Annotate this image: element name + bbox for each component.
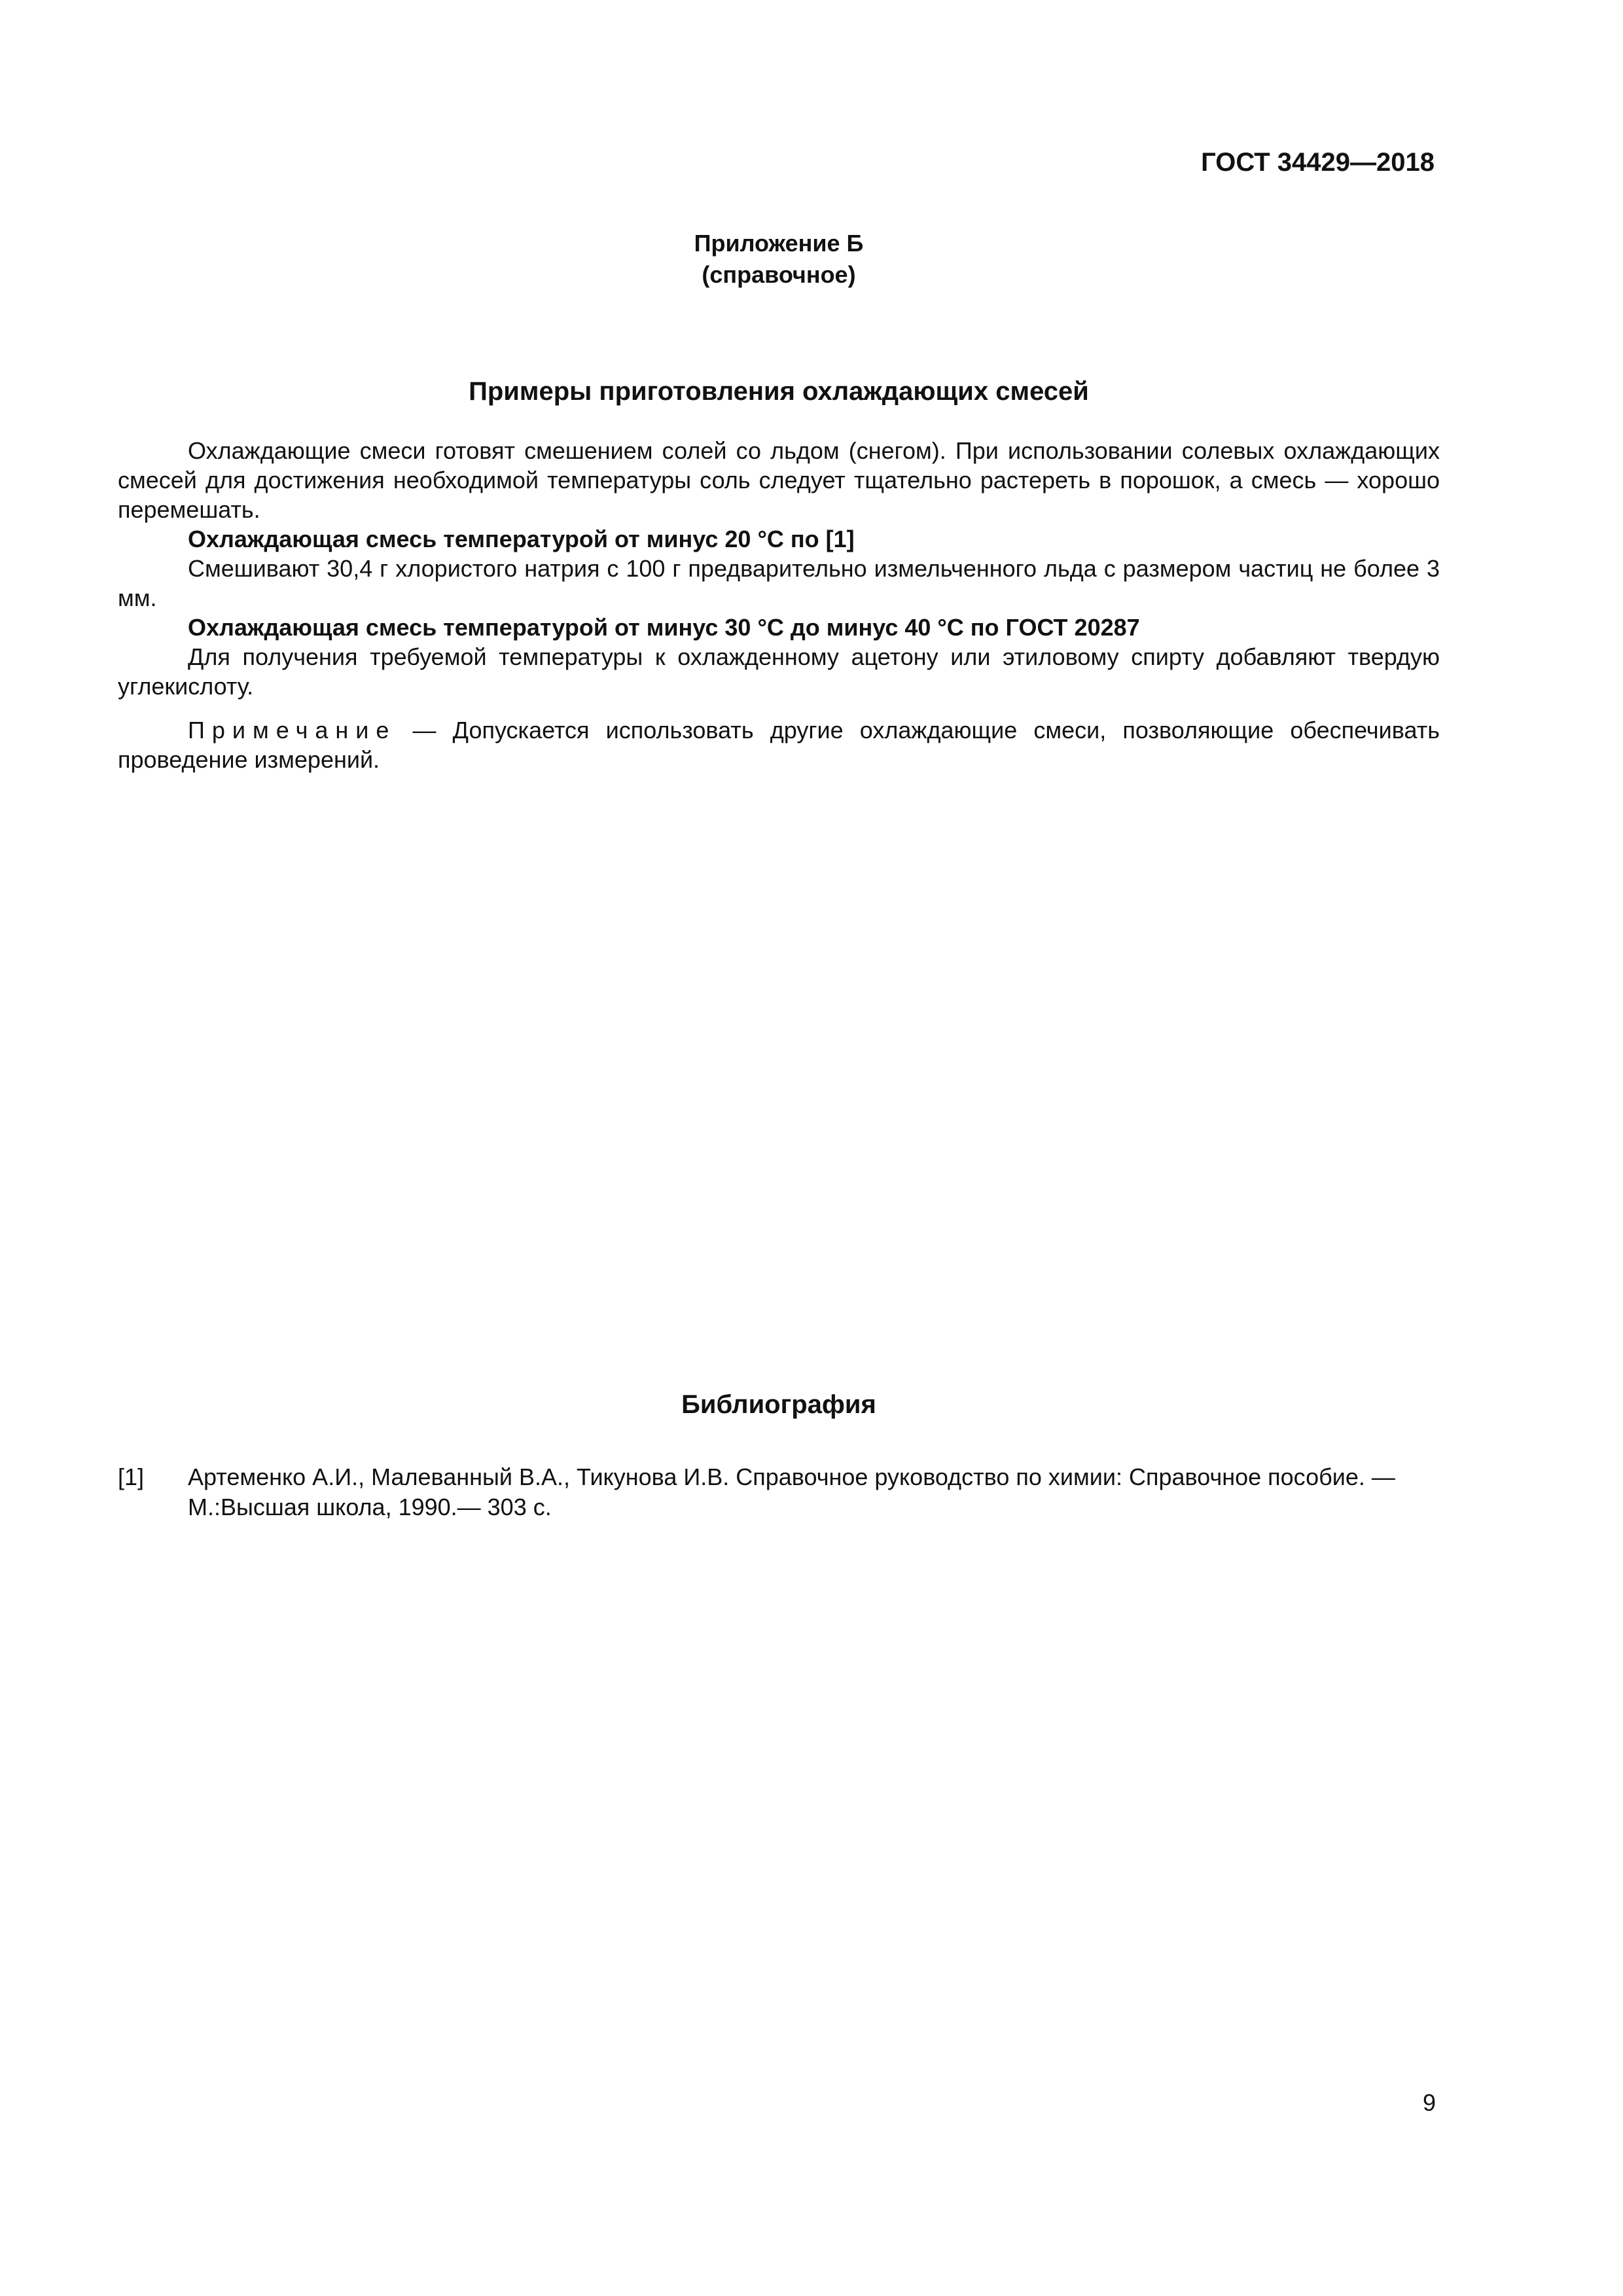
mix2-heading: Охлаждающая смесь температурой от минус 30 °С до минус 40 °С по ГОСТ 20287 [188, 614, 1140, 641]
intro-paragraph: Охлаждающие смеси готовят смешением солей со льдом (снегом). При использовании солевых охлаждающих смесей для достижения необходимой температуры соль следует тщательно растереть в порошок, а смесь — хорошо перемешать. [118, 437, 1440, 523]
mix1-paragraph: Смешивают 30,4 г хлористого натрия с 100 г предварительно измельченного льда с размером частиц не более 3 мм. [118, 555, 1440, 611]
bibliography-entry-number: [1] [118, 1463, 145, 1490]
section-title: Примеры приготовления охлаждающих смесей [469, 377, 1089, 406]
section-body [118, 436, 1440, 774]
bibliography-entry-text: Артеменко А.И., Малеванный В.А., Тикунова И.В. Справочное руководство по химии: Справочное пособие. — М.:Высшая школа, 1990.— 303 с. [188, 1463, 1395, 1520]
appendix-heading [118, 228, 1440, 291]
document-code: ГОСТ 34429—2018 [1201, 148, 1435, 177]
bibliography-entry [118, 1462, 1440, 1522]
page-number: 9 [1422, 2089, 1436, 2116]
appendix-title: Приложение Б [694, 230, 864, 257]
mix2-paragraph: Для получения требуемой температуры к охлажденному ацетону или этиловому спирту добавляют твердую углекислоту. [118, 643, 1440, 700]
appendix-type: (справочное) [702, 261, 856, 288]
note-paragraph [118, 715, 1440, 774]
note-label: Примечание [188, 717, 397, 744]
note-text: — Допускается использовать другие охлаждающие смеси, позволяющие обеспечивать проведение измерений. [118, 717, 1440, 773]
mix1-heading: Охлаждающая смесь температурой от минус 20 °С по [1] [188, 526, 855, 552]
bibliography-title: Библиография [681, 1390, 876, 1419]
